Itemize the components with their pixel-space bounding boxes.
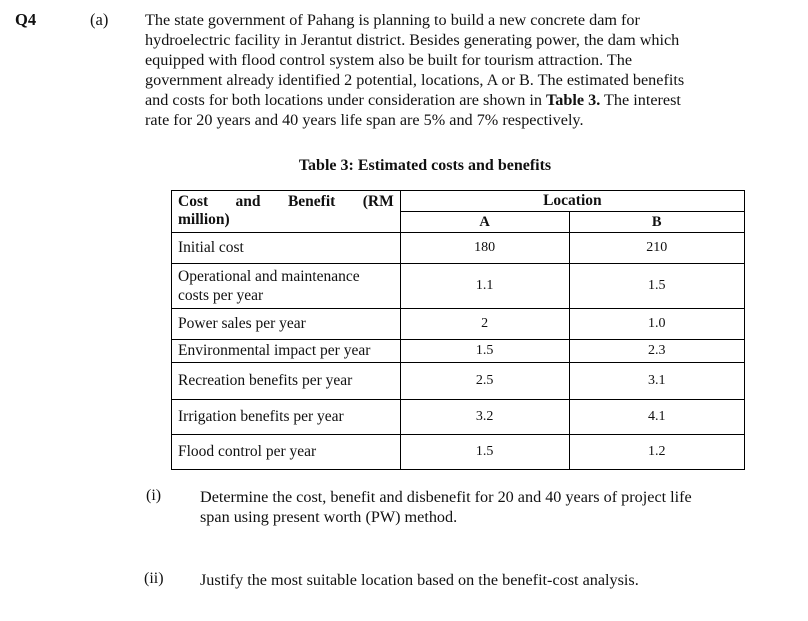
table-row [172, 340, 745, 363]
value-a: 1.5 [400, 435, 569, 470]
table-row [172, 435, 745, 470]
header-location: Location [400, 191, 744, 212]
intro-line: The state government of Pahang is planning to build a new concrete dam for [145, 11, 640, 29]
value-a: 1.5 [400, 340, 569, 363]
intro-text: and costs for both locations under consideration are shown in [145, 91, 546, 109]
row-label-line: Operational and maintenance [178, 268, 360, 285]
row-label-line: costs per year [178, 287, 264, 304]
header-location-a: A [400, 212, 569, 233]
header-word: Cost [178, 193, 209, 210]
table-row [172, 363, 745, 400]
subquestion-number: (ii) [144, 570, 164, 587]
row-label: Power sales per year [172, 309, 401, 340]
value-b: 1.2 [569, 435, 745, 470]
subquestion-line: span using present worth (PW) method. [200, 508, 458, 526]
intro-line: government already identified 2 potential, locations, A or B. The estimated benefits [145, 71, 685, 89]
table-row [172, 233, 745, 264]
row-label: Initial cost [172, 233, 401, 264]
value-b: 3.1 [569, 363, 745, 400]
table-caption: Table 3: Estimated costs and benefits [298, 157, 552, 174]
question-intro [145, 10, 745, 130]
row-label: Flood control per year [172, 435, 401, 470]
subquestion-line: Justify the most suitable location based on the benefit-cost analysis. [200, 571, 639, 589]
value-b: 2.3 [569, 340, 745, 363]
intro-line: rate for 20 years and 40 years life span are 5% and 7% respectively. [145, 111, 584, 129]
row-label: Irrigation benefits per year [172, 400, 401, 435]
header-word: Benefit [287, 193, 336, 210]
value-b: 4.1 [569, 400, 745, 435]
table-row [172, 400, 745, 435]
intro-line: hydroelectric facility in Jerantut district. Besides generating power, the dam which [145, 31, 680, 49]
value-a: 2.5 [400, 363, 569, 400]
value-a: 2 [400, 309, 569, 340]
subquestion-line: Determine the cost, benefit and disbenefit for 20 and 40 years of project life [200, 488, 692, 506]
estimates-table [171, 190, 745, 470]
row-label: Environmental impact per year [172, 340, 401, 363]
value-b: 210 [569, 233, 745, 264]
intro-line: equipped with flood control system also be built for tourism attraction. The [145, 51, 633, 69]
value-b: 1.5 [569, 264, 745, 309]
header-word: and [235, 193, 261, 210]
header-cost-benefit [172, 191, 401, 233]
value-a: 3.2 [400, 400, 569, 435]
table-header-row [172, 191, 745, 212]
row-label [172, 264, 401, 309]
row-label: Recreation benefits per year [172, 363, 401, 400]
value-b: 1.0 [569, 309, 745, 340]
value-a: 180 [400, 233, 569, 264]
subquestion-text [200, 487, 760, 527]
subquestion-number: (i) [146, 487, 162, 504]
value-a: 1.1 [400, 264, 569, 309]
intro-line [145, 90, 745, 110]
header-location-b: B [569, 212, 745, 233]
header-word: (RM [362, 193, 394, 210]
subquestion-text [200, 570, 760, 590]
table-reference: Table 3. [546, 91, 601, 109]
question-number: Q4 [15, 10, 37, 29]
intro-text: The interest [600, 91, 681, 109]
table-row [172, 309, 745, 340]
table-row [172, 264, 745, 309]
header-unit: million) [178, 211, 230, 228]
part-label: (a) [90, 10, 109, 29]
